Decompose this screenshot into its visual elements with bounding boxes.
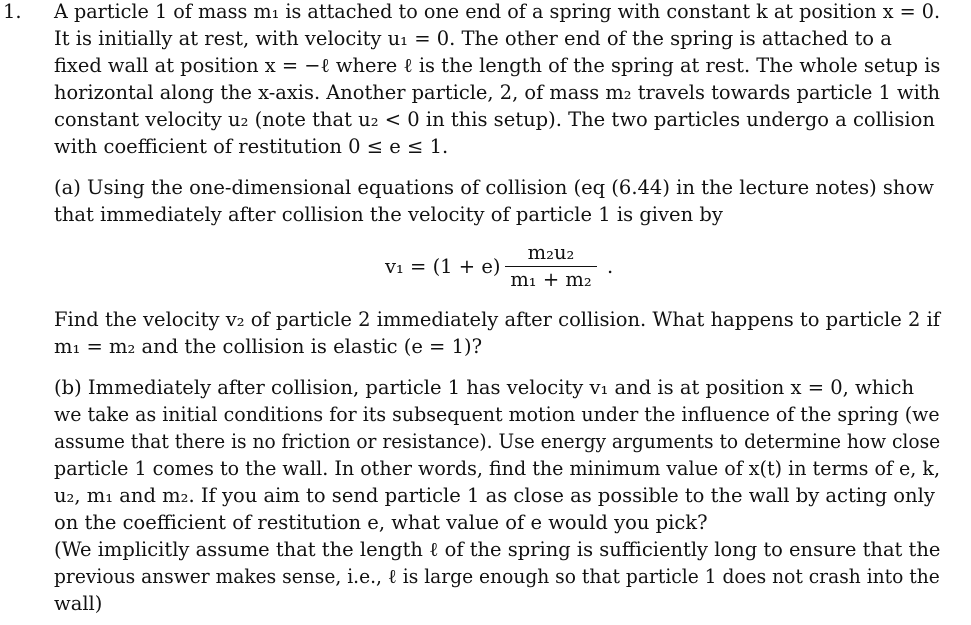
- part-a-followup-line: m₁ = m₂ and the collision is elastic (e = 1)?: [54, 335, 483, 358]
- part-b-line: (We implicitly assume that the length ℓ of the spring is sufficiently long to ensure that the: [54, 538, 941, 561]
- part-b-line: on the coefficient of restitution e, what value of e would you pick?: [54, 511, 708, 534]
- intro-line: horizontal along the x-axis. Another particle, 2, of mass m₂ travels towards particle 1 with: [54, 81, 941, 104]
- intro-line: with coefficient of restitution 0 ≤ e ≤ 1.: [54, 135, 449, 158]
- part-b: [54, 374, 940, 617]
- part-b-line: assume that there is no friction or resistance). Use energy arguments to determine how close: [54, 430, 941, 453]
- equation-fraction: [505, 240, 597, 293]
- equation-period: .: [607, 255, 614, 278]
- part-a-followup: [54, 306, 940, 360]
- part-b-line: previous answer makes sense, i.e., ℓ is large enough so that particle 1 does not crash into the: [54, 565, 940, 588]
- problem-number: 1.: [3, 0, 22, 23]
- problem-intro: [54, 0, 940, 160]
- part-a-line: that immediately after collision the velocity of particle 1 is given by: [54, 203, 723, 226]
- part-b-line: we take as initial conditions for its subsequent motion under the influence of the spring (we: [54, 403, 940, 426]
- part-b-line: wall): [54, 592, 103, 615]
- part-a-line: (a) Using the one-dimensional equations of collision (eq (6.44) in the lecture notes) show: [54, 176, 934, 199]
- equation-numerator: m₂u₂: [527, 241, 575, 264]
- part-b-line: u₂, m₁ and m₂. If you aim to send particle 1 as close as possible to the wall by acting only: [54, 484, 935, 507]
- part-b-line: (b) Immediately after collision, particle 1 has velocity v₁ and is at position x = 0, which: [54, 376, 915, 399]
- equation-denominator: m₁ + m₂: [510, 268, 592, 291]
- equation-lhs: v₁ = (1 + e): [385, 255, 501, 278]
- part-a-followup-line: Find the velocity v₂ of particle 2 immediately after collision. What happens to particle 2 if: [54, 308, 941, 331]
- intro-line: fixed wall at position x = −ℓ where ℓ is the length of the spring at rest. The whole setup is: [54, 54, 941, 77]
- intro-line: It is initially at rest, with velocity u₁ = 0. The other end of the spring is attached to a: [54, 27, 892, 50]
- part-a: [54, 174, 940, 228]
- part-b-line: particle 1 comes to the wall. In other words, find the minimum value of x(t) in terms of e, k,: [54, 457, 941, 480]
- intro-line: A particle 1 of mass m₁ is attached to one end of a spring with constant k at position x = 0.: [54, 0, 941, 23]
- intro-line: constant velocity u₂ (note that u₂ < 0 in this setup). The two particles undergo a collision: [54, 108, 935, 131]
